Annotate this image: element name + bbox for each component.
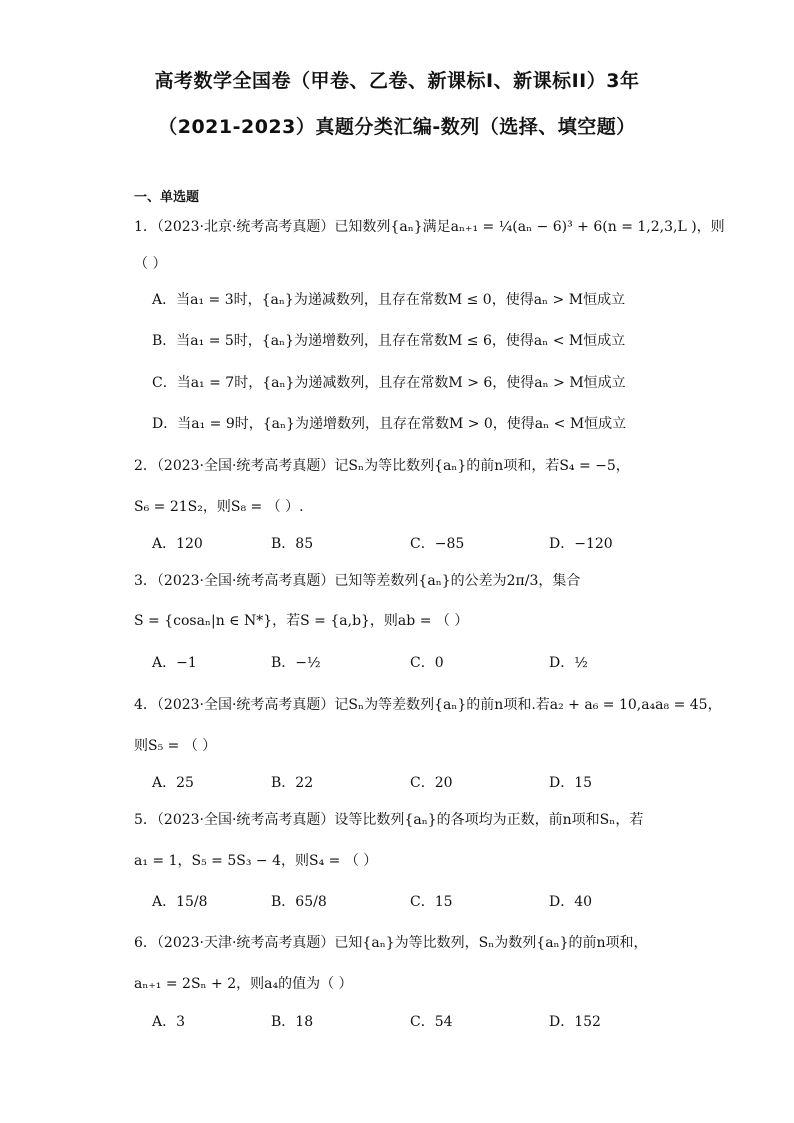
question-4-option-c: C．20 <box>410 775 453 791</box>
document-title-line-2: （2021-2023）真题分类汇编-数列（选择、填空题） <box>158 116 636 138</box>
question-1-option-b: B．当a₁ = 5时，{aₙ}为递增数列，且存在常数M ≤ 6，使得aₙ < M恒成立 <box>152 333 626 349</box>
document-title-line-1: 高考数学全国卷（甲卷、乙卷、新课标I、新课标II）3年 <box>154 70 640 92</box>
question-5-stem-cont: a₁ = 1，S₅ = 5S₃ − 4，则S₄ = （ ） <box>134 853 378 869</box>
question-6-option-b: B．18 <box>271 1014 314 1030</box>
question-1-option-c: C．当a₁ = 7时，{aₙ}为递减数列，且存在常数M > 6，使得aₙ > M恒成立 <box>152 375 626 391</box>
question-6-option-a: A．3 <box>152 1014 186 1030</box>
question-6-stem-cont: aₙ₊₁ = 2Sₙ + 2，则a₄的值为（ ） <box>134 976 353 992</box>
question-5-option-b: B．65/8 <box>271 894 327 910</box>
question-2-option-b: B．85 <box>271 536 314 552</box>
question-5-option-c: C．15 <box>410 894 453 910</box>
question-6-option-d: D．152 <box>549 1014 601 1030</box>
question-2-stem-cont: S₆ = 21S₂，则S₈ = （ ）. <box>134 499 304 515</box>
question-2-option-a: A．120 <box>152 536 203 552</box>
question-2-stem: 2．（2023·全国·统考高考真题）记Sₙ为等比数列{aₙ}的前n项和，若S₄ = −5， <box>134 458 630 474</box>
question-1-option-a: A．当a₁ = 3时，{aₙ}为递减数列，且存在常数M ≤ 0，使得aₙ > M恒成立 <box>152 292 626 308</box>
question-5-option-a: A．15/8 <box>152 894 208 910</box>
question-2-option-c: C．−85 <box>410 536 465 552</box>
question-4-option-d: D．15 <box>549 775 593 791</box>
section-heading: 一、单选题 <box>134 190 200 205</box>
question-4-option-b: B．22 <box>271 775 314 791</box>
question-3-stem: 3．（2023·全国·统考高考真题）已知等差数列{aₙ}的公差为2π/3，集合 <box>134 573 581 589</box>
question-1-stem-cont: （ ） <box>134 256 167 272</box>
question-2-option-d: D．−120 <box>549 536 613 552</box>
question-1-stem: 1．（2023·北京·统考高考真题）已知数列{aₙ}满足aₙ₊₁ = ¼(aₙ − 6)³ + 6(n = 1,2,3,L )，则 <box>134 219 725 235</box>
question-3-stem-cont: S = {cosaₙ|n ∈ N*}，若S = {a,b}，则ab = （ ） <box>134 613 469 629</box>
question-5-option-d: D．40 <box>549 894 593 910</box>
question-6-stem: 6．（2023·天津·统考高考真题）已知{aₙ}为等比数列，Sₙ为数列{aₙ}的前n项和， <box>134 935 648 951</box>
question-3-option-d: D．½ <box>549 655 588 671</box>
question-3-option-c: C．0 <box>410 655 444 671</box>
question-6-option-c: C．54 <box>410 1014 453 1030</box>
question-5-stem: 5．（2023·全国·统考高考真题）设等比数列{aₙ}的各项均为正数，前n项和Sₙ，若 <box>134 812 644 828</box>
question-4-stem-cont: 则S₅ = （ ） <box>134 738 217 754</box>
question-3-option-b: B．−½ <box>271 655 321 671</box>
question-4-option-a: A．25 <box>152 775 194 791</box>
question-4-stem: 4．（2023·全国·统考高考真题）记Sₙ为等差数列{aₙ}的前n项和.若a₂ + a₆ = 10,a₄a₈ = 45， <box>134 697 722 713</box>
question-1-option-d: D．当a₁ = 9时，{aₙ}为递增数列，且存在常数M > 0，使得aₙ < M恒成立 <box>152 416 627 432</box>
question-3-option-a: A．−1 <box>152 655 197 671</box>
